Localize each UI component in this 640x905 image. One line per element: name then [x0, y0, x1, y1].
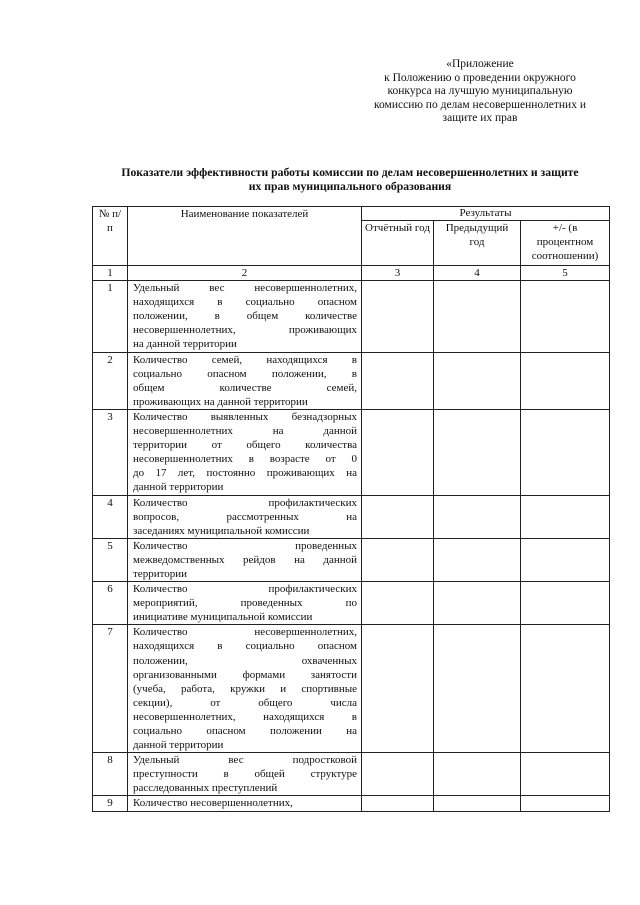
- indicator-line: Количество профилактических: [133, 496, 357, 509]
- column-number: 5: [521, 266, 610, 281]
- appendix-line: к Положению о проведении окружного: [384, 71, 576, 84]
- indicator-line: проживающих на данной территории: [133, 395, 308, 408]
- appendix-line: защите их прав: [442, 112, 518, 125]
- row-number: 7: [93, 625, 128, 753]
- table-row: [93, 352, 610, 409]
- indicator-line: преступности в общей структуре: [133, 768, 357, 781]
- indicator-line: положении, охваченных: [133, 654, 357, 667]
- change-value-cell: [521, 495, 610, 538]
- current-year-value-cell: [362, 753, 434, 796]
- indicator-line: расследованных преступлений: [133, 782, 278, 795]
- indicator-line: несовершеннолетних, проживающих: [133, 324, 357, 337]
- indicator-line: на данной территории: [133, 338, 237, 351]
- table-row: [93, 582, 610, 625]
- table-row: [93, 796, 610, 811]
- table-row: [93, 281, 610, 352]
- table-row: [93, 495, 610, 538]
- indicator-line: вопросов, рассмотренных на: [133, 510, 357, 523]
- header-name: Наименование показателей: [128, 207, 362, 266]
- indicator-line: несовершеннолетних на данной: [133, 425, 357, 438]
- indicator-line: Количество профилактических: [133, 583, 357, 596]
- indicator-line: Количество семей, находящихся в: [133, 353, 357, 366]
- indicator-name: [128, 582, 362, 625]
- indicator-line: территории: [133, 567, 188, 580]
- indicator-line: социально опасном положении, в: [133, 367, 357, 380]
- change-value-cell: [521, 625, 610, 753]
- indicator-name: [128, 753, 362, 796]
- indicator-line: общем количестве семей,: [133, 381, 357, 394]
- row-number: 8: [93, 753, 128, 796]
- indicator-name: [128, 796, 362, 811]
- indicator-line: Количество несовершеннолетних,: [133, 626, 357, 639]
- indicator-line: Удельный вес подростковой: [133, 754, 357, 767]
- current-year-value-cell: [362, 625, 434, 753]
- title-line: их прав муниципального образования: [248, 179, 452, 193]
- row-number: 3: [93, 409, 128, 495]
- indicator-line: Количество выявленных безнадзорных: [133, 410, 357, 423]
- previous-year-value-cell: [434, 352, 521, 409]
- indicator-line: Количество несовершеннолетних,: [133, 797, 293, 810]
- indicator-line: находящихся в социально опасном: [133, 640, 357, 653]
- current-year-value-cell: [362, 352, 434, 409]
- indicator-line: межведомственных рейдов на данной: [133, 553, 357, 566]
- previous-year-value-cell: [434, 281, 521, 352]
- change-value-cell: [521, 582, 610, 625]
- current-year-value-cell: [362, 582, 434, 625]
- appendix-block: [330, 58, 630, 126]
- header-change: +/- (в процентном соотношении): [521, 221, 610, 266]
- indicator-line: данной территории: [133, 481, 224, 494]
- column-number-row: [93, 266, 610, 281]
- appendix-line: комиссию по делам несовершеннолетних и: [374, 98, 586, 111]
- indicator-line: находящихся в социально опасном: [133, 296, 357, 309]
- previous-year-value-cell: [434, 582, 521, 625]
- indicator-line: мероприятий, проведенных по: [133, 597, 357, 610]
- header-row: [93, 207, 610, 221]
- indicator-name: [128, 281, 362, 352]
- change-value-cell: [521, 281, 610, 352]
- change-value-cell: [521, 352, 610, 409]
- row-number: 2: [93, 352, 128, 409]
- indicator-name: [128, 409, 362, 495]
- change-value-cell: [521, 796, 610, 811]
- previous-year-value-cell: [434, 538, 521, 581]
- current-year-value-cell: [362, 409, 434, 495]
- table-row: [93, 753, 610, 796]
- indicator-line: до 17 лет, постоянно проживающих на: [133, 467, 357, 480]
- indicator-line: заседаниях муниципальной комиссии: [133, 524, 310, 537]
- indicator-line: организованными формами занятости: [133, 668, 357, 681]
- title-line: Показатели эффективности работы комиссии по делам несовершеннолетних и защите: [121, 166, 579, 179]
- previous-year-value-cell: [434, 753, 521, 796]
- appendix-line: «Приложение: [446, 58, 514, 70]
- column-number: 1: [93, 266, 128, 281]
- previous-year-value-cell: [434, 796, 521, 811]
- table-row: [93, 538, 610, 581]
- indicator-line: (учеба, работа, кружки и спортивные: [133, 682, 357, 695]
- indicator-name: [128, 352, 362, 409]
- header-current-year: Отчётный год: [362, 221, 434, 266]
- indicator-name: [128, 495, 362, 538]
- appendix-line: конкурса на лучшую муниципальную: [387, 85, 573, 98]
- indicator-name: [128, 538, 362, 581]
- indicator-line: территории от общего количества: [133, 439, 357, 452]
- indicator-name: [128, 625, 362, 753]
- column-number: 3: [362, 266, 434, 281]
- header-results: Результаты: [362, 207, 610, 221]
- row-number: 1: [93, 281, 128, 352]
- change-value-cell: [521, 538, 610, 581]
- indicator-line: Количество проведенных: [133, 539, 357, 552]
- indicator-line: данной территории: [133, 739, 224, 752]
- indicator-line: положении, в общем количестве: [133, 310, 357, 323]
- previous-year-value-cell: [434, 409, 521, 495]
- column-number: 2: [128, 266, 362, 281]
- table-row: [93, 409, 610, 495]
- header-num: № п/п: [93, 207, 128, 266]
- row-number: 6: [93, 582, 128, 625]
- column-number: 4: [434, 266, 521, 281]
- change-value-cell: [521, 753, 610, 796]
- indicator-line: несовершеннолетних, находящихся в: [133, 710, 357, 723]
- previous-year-value-cell: [434, 625, 521, 753]
- row-number: 9: [93, 796, 128, 811]
- indicator-line: несовершеннолетних в возрасте от 0: [133, 453, 357, 466]
- indicator-line: социально опасном положении на: [133, 725, 357, 737]
- header-previous-year: Предыдущий год: [434, 221, 521, 266]
- row-number: 5: [93, 538, 128, 581]
- indicators-table: [92, 206, 610, 812]
- table-row: [93, 625, 610, 753]
- current-year-value-cell: [362, 495, 434, 538]
- current-year-value-cell: [362, 281, 434, 352]
- previous-year-value-cell: [434, 495, 521, 538]
- row-number: 4: [93, 495, 128, 538]
- current-year-value-cell: [362, 538, 434, 581]
- document-title: [60, 166, 640, 194]
- indicator-line: секции), от общего числа: [133, 696, 357, 709]
- indicator-line: Удельный вес несовершеннолетних,: [133, 282, 357, 295]
- current-year-value-cell: [362, 796, 434, 811]
- indicator-line: инициативе муниципальной комиссии: [133, 611, 313, 624]
- change-value-cell: [521, 409, 610, 495]
